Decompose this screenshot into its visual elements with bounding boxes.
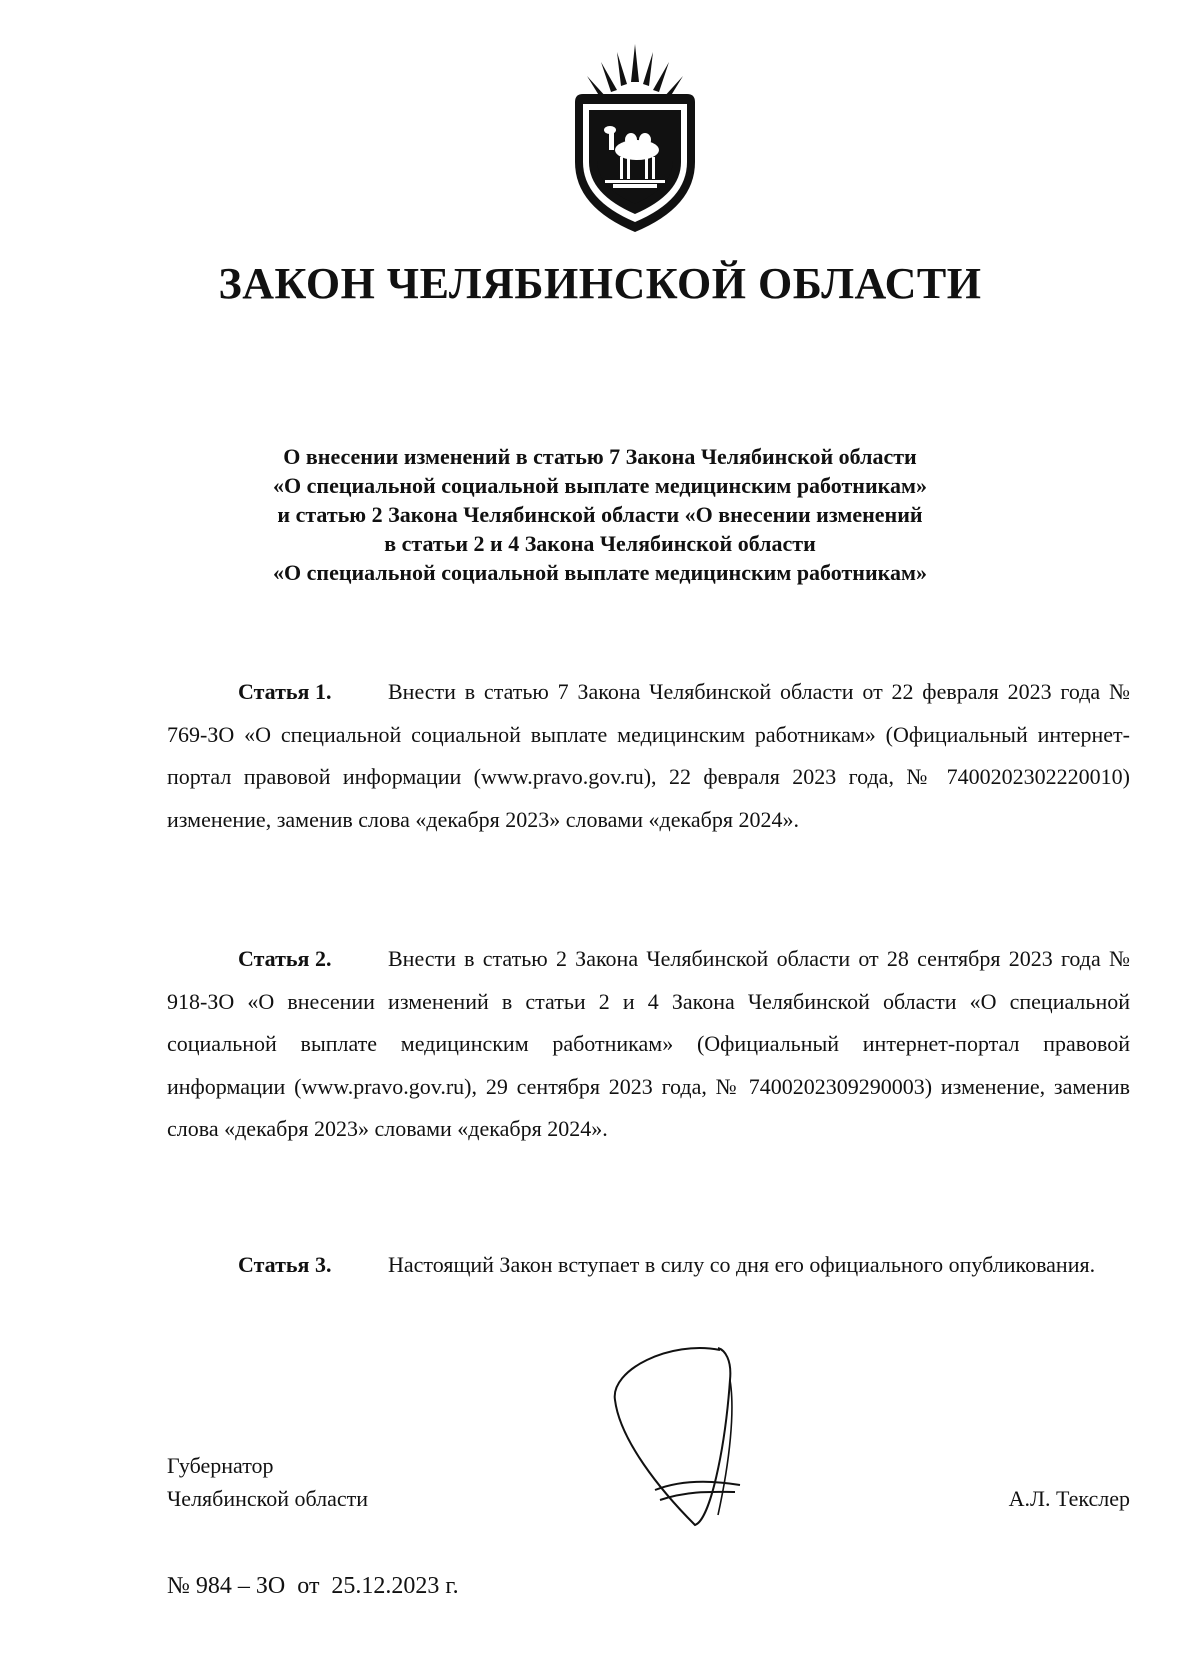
article-1: [167, 671, 1130, 841]
article-2: [167, 938, 1130, 1151]
article-label: Статья 2.: [238, 946, 332, 971]
article-text: Внести в статью 2 Закона Челябинской области от 28 сентября 2023 года № 918-ЗО «О внесении изменений в статьи 2 и 4 Закона Челябинской области «О специальной социальной выплате медицинским работникам» (Официальный интернет-портал правовой информации (www.pravo.gov.ru), 29 сентября 2023 года, № 7400202309290003) изменение, заменив слова «декабря 2023» словами «декабря 2024».: [167, 946, 1130, 1141]
subtitle-line: «О специальной социальной выплате медицинским работникам»: [273, 473, 927, 498]
signatory-position: [167, 1449, 368, 1515]
handwritten-signature-icon: [600, 1340, 780, 1540]
document-title: ЗАКОН ЧЕЛЯБИНСКОЙ ОБЛАСТИ: [218, 259, 982, 308]
subtitle-line: в статьи 2 и 4 Закона Челябинской области: [384, 531, 816, 556]
subtitle-line: О внесении изменений в статью 7 Закона Челябинской области: [283, 444, 917, 469]
article-text: Внести в статью 7 Закона Челябинской области от 22 февраля 2023 года № 769-ЗО «О специальной социальной выплате медицинским работникам» (Официальный интернет-портал правовой информации (www.pravo.gov.ru), 22 февраля 2023 года, № 7400202302220010) изменение, заменив слова «декабря 2023» словами «декабря 2024».: [167, 679, 1130, 832]
article-label: Статья 3.: [238, 1252, 332, 1277]
subtitle-line: «О специальной социальной выплате медицинским работникам»: [273, 560, 927, 585]
subtitle-line: и статью 2 Закона Челябинской области «О внесении изменений: [277, 502, 923, 527]
signatory-name: А.Л. Текслер: [1008, 1486, 1130, 1511]
article-3: [167, 1244, 1130, 1287]
coat-of-arms-icon: [565, 42, 705, 237]
article-label: Статья 1.: [238, 679, 332, 704]
position-line: Челябинской области: [167, 1486, 369, 1511]
article-text: Настоящий Закон вступает в силу со дня его официального опубликования.: [388, 1252, 1096, 1277]
law-registration-number: № 984 – ЗО от 25.12.2023 г.: [167, 1573, 459, 1599]
position-line: Губернатор: [167, 1453, 274, 1478]
law-subtitle: [170, 442, 1030, 587]
